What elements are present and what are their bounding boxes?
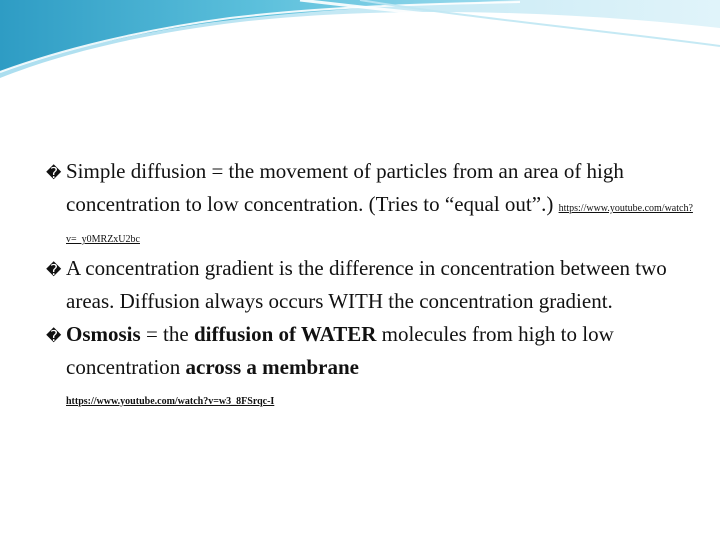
bullet-marker-icon: � [46,164,62,182]
osmosis-link-line [46,391,696,409]
decorative-wave-banner [0,0,720,90]
across-membrane-term: across a membrane [185,355,359,379]
slide-body [46,156,696,409]
bullet-text: Simple diffusion = the movement of particles from an area of high concentration to low concentration. (Tries to “equal out”.) [66,159,624,216]
diffusion-of-water-term: diffusion of WATER [193,322,377,346]
youtube-link-diffusion[interactable]: https://www.youtube.com/watch?v=_y0MRZxU2bc [66,203,693,245]
bullet-concentration-gradient [46,253,696,317]
bullet-osmosis [46,319,696,383]
bullet-text: A concentration gradient is the difference in concentration between two areas. Diffusion always occurs WITH the concentration gradient. [66,256,667,313]
bullet-marker-icon: � [46,261,62,279]
youtube-link-osmosis[interactable]: https://www.youtube.com/watch?v=w3_8FSrqc-I [66,396,275,407]
bullet-simple-diffusion [46,156,696,251]
bullet-marker-icon: � [46,327,62,345]
osmosis-term: Osmosis [66,322,141,346]
bullet-text: molecules from high to low concentration [66,322,614,379]
bullet-text: = the [140,322,194,346]
